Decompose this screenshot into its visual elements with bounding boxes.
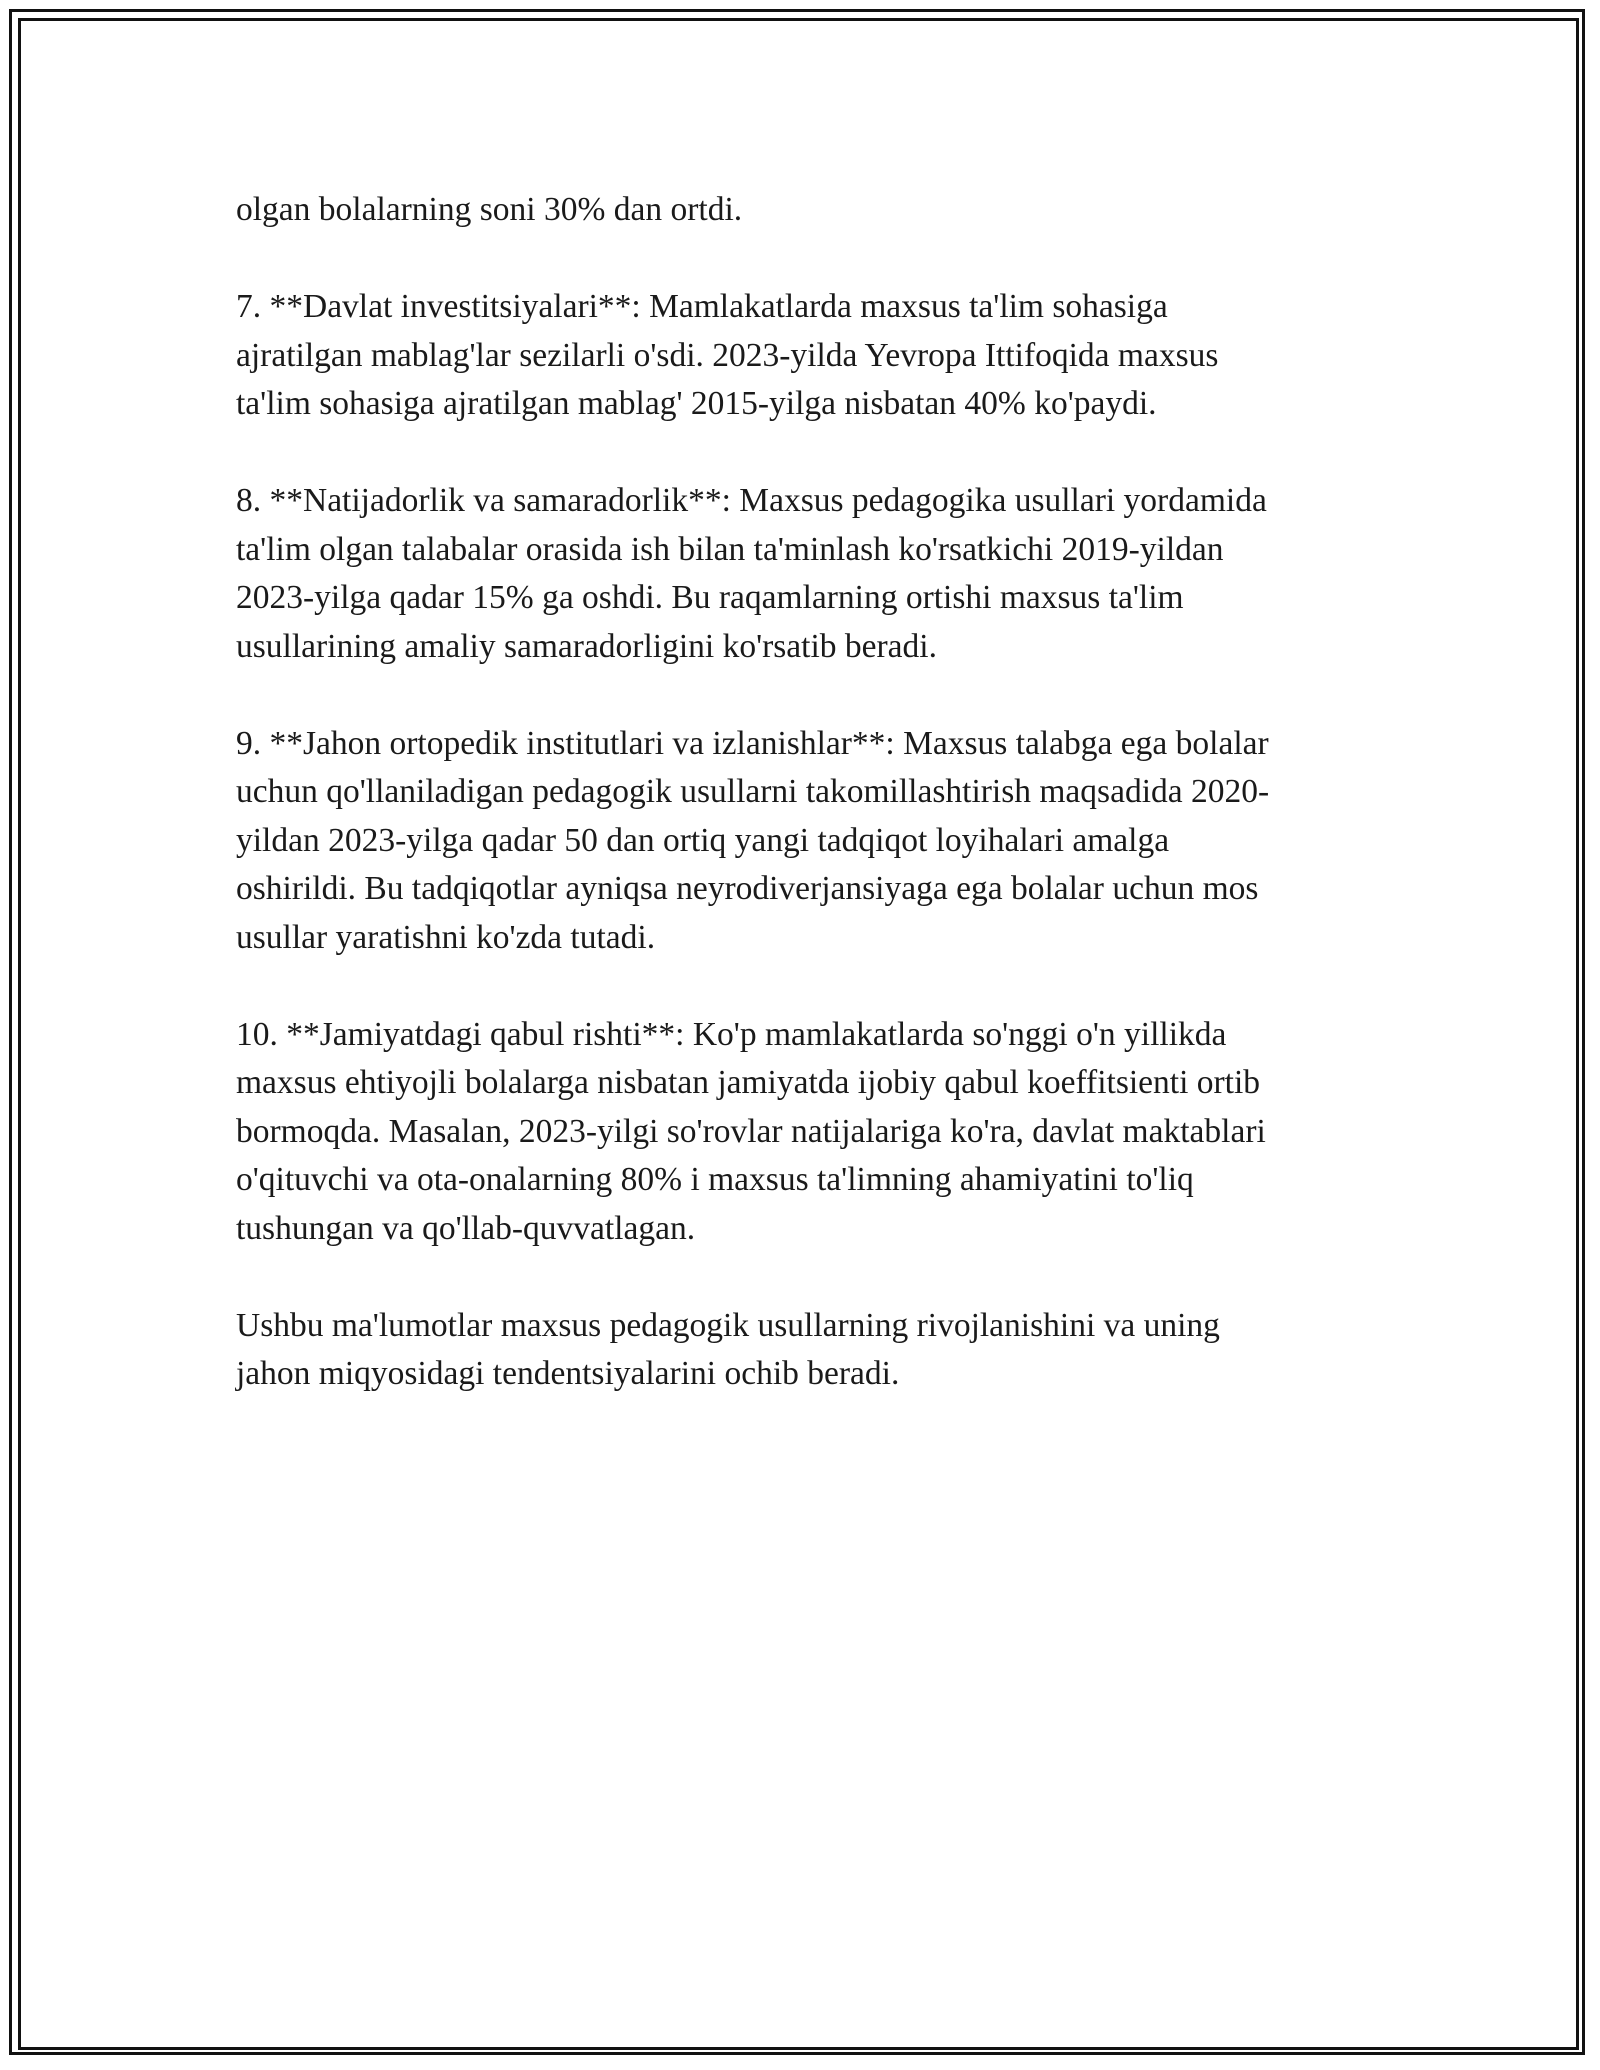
paragraph-item-9: 9. **Jahon ortopedik institutlari va izlanishlar**: Maxsus talabga ega bolalar uchun qo'llaniladigan pedagogik usullarni takomillashtirish maqsadida 2020- yildan 2023-yilga qadar 50 dan ortiq yangi tadqiqot loyihalari amalga oshirildi. Bu tadqiqotlar ayniqsa neyrodiverjansiyaga ega bolalar uchun mos usullar yaratishni ko'zda tutadi. — [236, 724, 1270, 956]
paragraph-conclusion: Ushbu ma'lumotlar maxsus pedagogik usullarning rivojlanishini va uning jahon miqyosidagi tendentsiyalarini ochib beradi. — [236, 1306, 1220, 1392]
paragraph-item-7: 7. **Davlat investitsiyalari**: Mamlakatlarda maxsus ta'lim sohasiga ajratilgan mablag'lar sezilarli o'sdi. 2023-yilda Yevropa Ittifoqida maxsus ta'lim sohasiga ajratilgan mablag' 2015-yilga nisbatan 40% ko'paydi. — [236, 288, 1219, 422]
paragraph-item-8: 8. **Natijadorlik va samaradorlik**: Maxsus pedagogika usullari yordamida ta'lim olgan talabalar orasida ish bilan ta'minlash ko'rsatkichi 2019-yildan 2023-yilga qadar 15% ga oshdi. Bu raqamlarning ortishi maxsus ta'lim usullarining amaliy samaradorligini ko'rsatib beradi. — [236, 482, 1267, 665]
paragraph-item-10: 10. **Jamiyatdagi qabul rishti**: Ko'p mamlakatlarda so'nggi o'n yillikda maxsus ehtiyojli bolalarga nisbatan jamiyatda ijobiy qabul koeffitsienti ortib bormoqda. Masalan, 2023-yilgi so'rovlar natijalariga ko'ra, davlat maktablari o'qituvchi va ota-onalarning 80% i maxsus ta'limning ahamiyatini to'liq tushungan va qo'llab-quvvatlagan. — [236, 1015, 1266, 1247]
paragraph-continuation: olgan bolalarning soni 30% dan ortdi. — [236, 191, 743, 228]
document-body — [236, 186, 1386, 1447]
